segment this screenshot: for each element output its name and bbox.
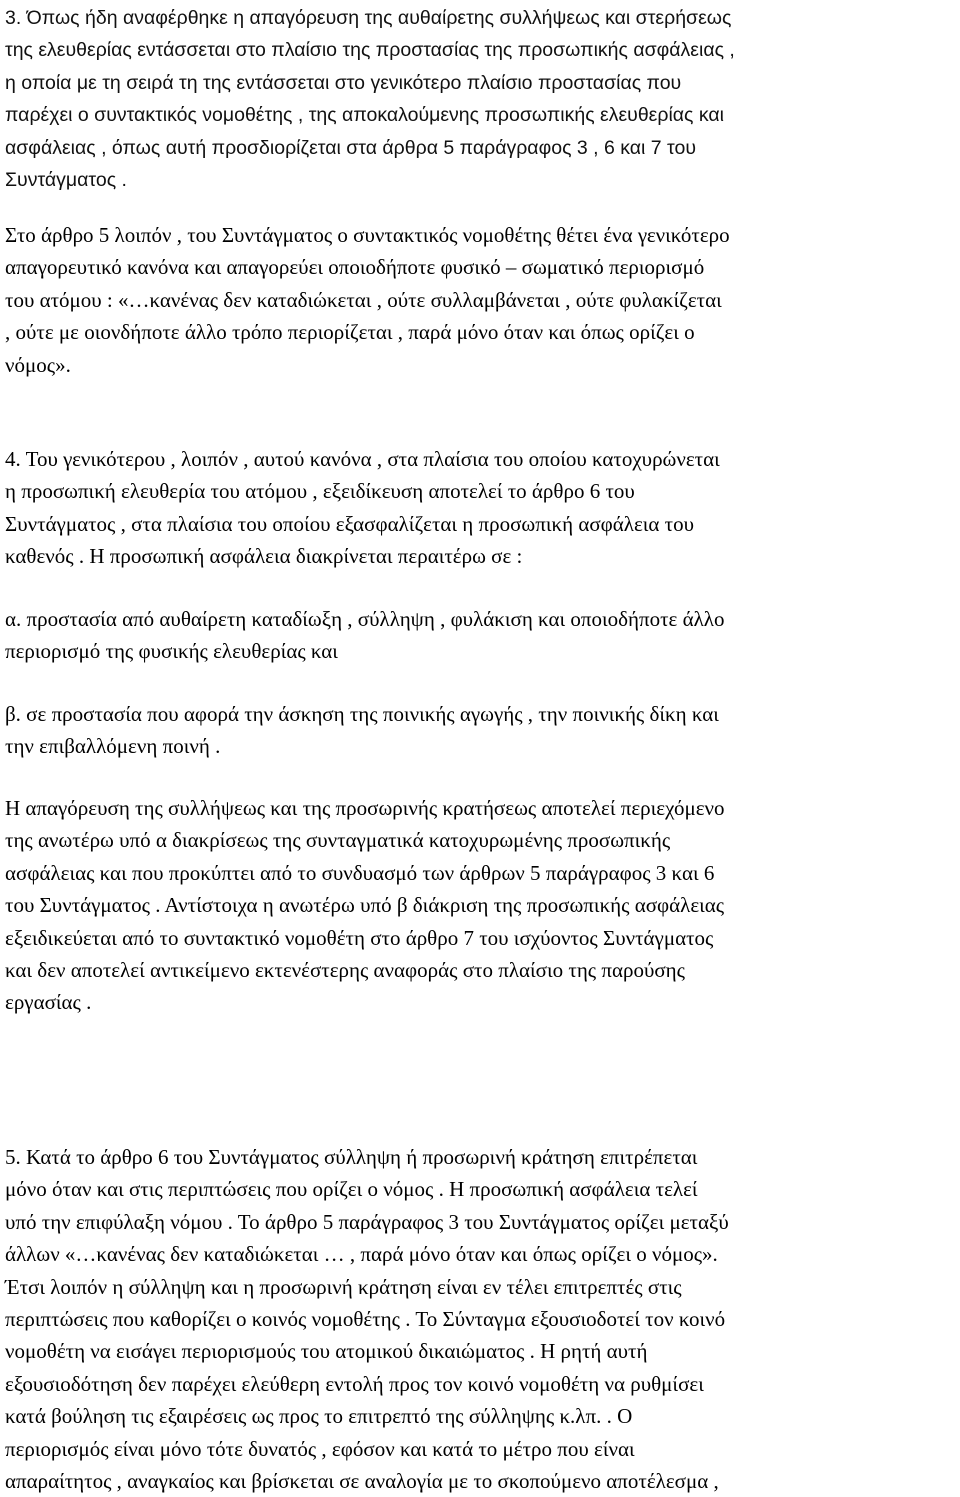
paragraph-6 <box>5 792 960 1019</box>
text-line: Συντάγματος , στα πλαίσια του οποίου εξασφαλίζεται η προσωπική ασφάλεια του <box>5 511 695 536</box>
text-line: Έτσι λοιπόν η σύλληψη και η προσωρινή κράτηση είναι εν τέλει επιτρεπτές στις <box>5 1274 682 1299</box>
text-line: ασφάλειας και που προκύπτει από το συνδυασμό των άρθρων 5 παράγραφος 3 και 6 <box>5 860 715 885</box>
text-line: και δεν αποτελεί αντικείμενο εκτενέστερης αναφοράς στο πλαίσιο της παρούσης <box>5 957 685 982</box>
text-line: της ελευθερίας εντάσσεται στο πλαίσιο της προστασίας της προσωπικής ασφάλειας , <box>5 39 735 62</box>
text-line: της ανωτέρω υπό α διακρίσεως της συνταγματικά κατοχυρωμένης προσωπικής <box>5 828 671 853</box>
text-line: 5. Κατά το άρθρο 6 του Συντάγματος σύλληψη ή προσωρινή κράτηση επιτρέπεται <box>5 1145 698 1169</box>
text-line: ασφάλειας , όπως αυτή προσδιορίζεται στα άρθρα 5 παράγραφος 3 , 6 και 7 του <box>5 136 696 159</box>
text-line: του ατόμου : «…κανένας δεν καταδιώκεται , ούτε συλλαμβάνεται , ούτε φυλακίζεται <box>5 287 722 312</box>
text-line: κατά βούληση τις εξαιρέσεις ως προς το επιτρεπτό της σύλληψης κ.λπ. . Ο <box>5 1404 633 1429</box>
text-line: , ούτε με οιονδήποτε άλλο τρόπο περιορίζεται , παρά μόνο όταν και όπως ορίζει ο <box>5 320 695 345</box>
paragraph-7 <box>5 1141 960 1497</box>
text-line: β. σε προστασία που αφορά την άσκηση της ποινικής αγωγής , την ποινικής δίκη και <box>5 702 719 726</box>
text-line: απαραίτητος , αναγκαίος και βρίσκεται σε αναλογία με το σκοπούμενο αποτέλεσμα , <box>5 1468 719 1493</box>
text-line: απαγορευτικό κανόνα και απαγορεύει οποιοδήποτε φυσικό – σωματικό περιορισμό <box>5 255 705 280</box>
paragraph-4 <box>5 603 960 668</box>
text-line: εξειδικεύεται από το συντακτικό νομοθέτη στο άρθρο 7 του ισχύοντος Συντάγματος <box>5 925 714 950</box>
text-line: περιπτώσεις που καθορίζει ο κοινός νομοθέτης . Το Σύνταγμα εξουσιοδοτεί τον κοινό <box>5 1306 726 1331</box>
text-line: άλλων «…κανένας δεν καταδιώκεται … , παρά μόνο όταν και όπως ορίζει ο νόμος». <box>5 1242 718 1267</box>
text-line: υπό την επιφύλαξη νόμου . Το άρθρο 5 παράγραφος 3 του Συντάγματος ορίζει μεταξύ <box>5 1209 729 1234</box>
text-line: περιορισμό της φυσικής ελευθερίας και <box>5 639 338 664</box>
text-line: η οποία με τη σειρά τη της εντάσσεται στο γενικότερο πλαίσιο προστασίας που <box>5 71 682 94</box>
text-line: νομοθέτη να εισάγει περιορισμούς του ατομικού δικαιώματος . Η ρητή αυτή <box>5 1339 648 1364</box>
text-line: 3. Όπως ήδη αναφέρθηκε η απαγόρευση της αυθαίρετης συλλήψεως και στερήσεως <box>5 7 732 29</box>
text-line: α. προστασία από αυθαίρετη καταδίωξη , σύλληψη , φυλάκιση και οποιοδήποτε άλλο <box>5 607 725 631</box>
text-line: την επιβαλλόμενη ποινή . <box>5 734 221 759</box>
text-line: εξουσιοδότηση δεν παρέχει ελεύθερη εντολή προς τον κοινό νομοθέτη να ρυθμίσει <box>5 1371 704 1396</box>
text-line: Συντάγματος . <box>5 168 127 191</box>
text-line: Στο άρθρο 5 λοιπόν , του Συντάγματος ο συντακτικός νομοθέτης θέτει ένα γενικότερο <box>5 223 730 247</box>
text-line: εργασίας . <box>5 990 92 1015</box>
text-line: περιορισμός είναι μόνο τότε δυνατός , εφόσον και κατά το μέτρο που είναι <box>5 1436 635 1461</box>
paragraph-5 <box>5 698 960 763</box>
text-line: παρέχει ο συντακτικός νομοθέτης , της αποκαλούμενης προσωπικής ελευθερίας και <box>5 104 724 127</box>
paragraph-3 <box>5 443 960 573</box>
paragraph-1 <box>5 2 960 196</box>
text-line: νόμος». <box>5 352 71 377</box>
text-line: καθενός . Η προσωπική ασφάλεια διακρίνεται περαιτέρω σε : <box>5 544 523 569</box>
text-line: η προσωπική ελευθερία του ατόμου , εξειδίκευση αποτελεί το άρθρο 6 του <box>5 479 635 504</box>
paragraph-2 <box>5 219 960 381</box>
text-line: Η απαγόρευση της συλλήψεως και της προσωρινής κρατήσεως αποτελεί περιεχόμενο <box>5 796 725 820</box>
text-line: του Συντάγματος . Αντίστοιχα η ανωτέρω υπό β διάκριση της προσωπικής ασφάλειας <box>5 893 725 918</box>
text-line: 4. Του γενικότερου , λοιπόν , αυτού κανόνα , στα πλαίσια του οποίου κατοχυρώνεται <box>5 447 720 471</box>
text-line: μόνο όταν και στις περιπτώσεις που ορίζει ο νόμος . Η προσωπική ασφάλεια τελεί <box>5 1177 698 1202</box>
